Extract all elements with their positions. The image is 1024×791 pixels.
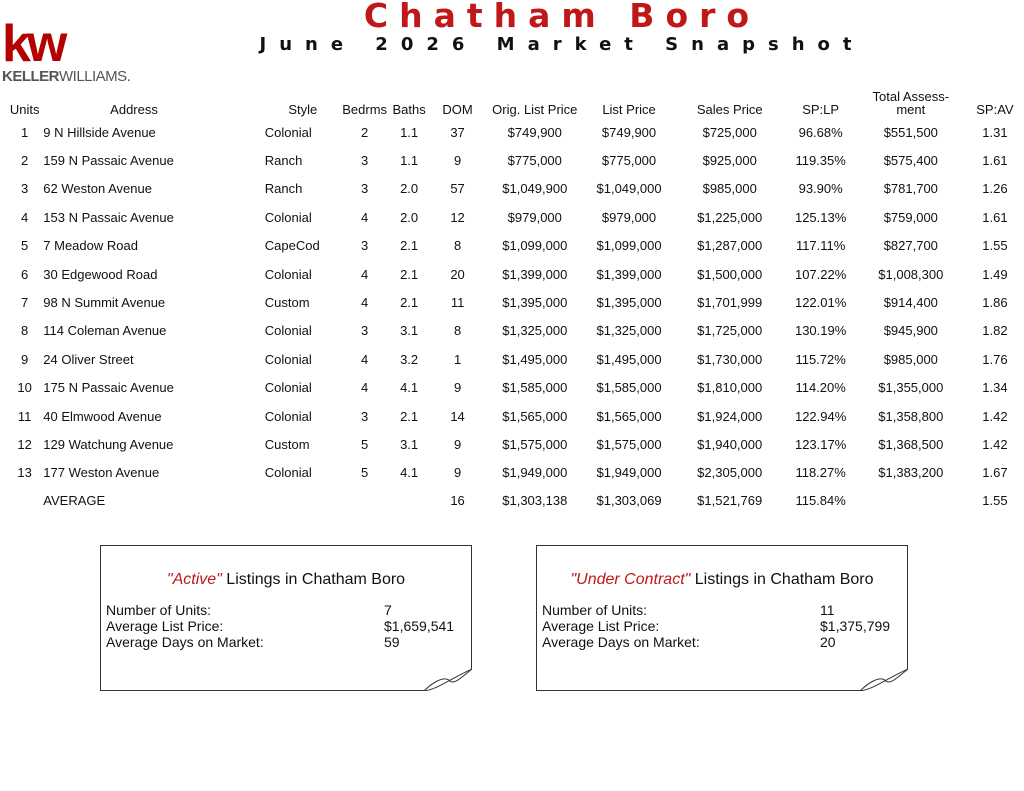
- total-assessment-cell: $759,000: [883, 209, 938, 225]
- under-contract-list-price-label: Average List Price:: [542, 618, 660, 634]
- dom-cell: 9: [453, 380, 462, 396]
- table-row: [6, 430, 1024, 458]
- address-cell: 62 Weston Avenue: [43, 181, 152, 197]
- col-header-sp-lp: SP:LP: [802, 102, 840, 117]
- average-baths-cell: [389, 487, 430, 513]
- total-assessment-cell: $914,400: [883, 295, 938, 311]
- sp-lp-cell: 115.72%: [795, 351, 846, 367]
- baths-cell: 2.1: [400, 295, 419, 311]
- total-assessment-cell: $1,358,800: [878, 408, 944, 424]
- sales-price-cell: $925,000: [702, 153, 757, 169]
- dom-cell: 57: [450, 181, 465, 197]
- list-price-cell: $979,000: [601, 209, 657, 225]
- units-cell: 1: [21, 124, 29, 140]
- address-cell: 98 N Summit Avenue: [43, 295, 166, 311]
- list-price-cell: $1,565,000: [596, 408, 662, 424]
- active-dom-value: 59: [384, 634, 400, 650]
- bedrms-cell: 4: [361, 209, 369, 225]
- dom-cell: 9: [453, 465, 462, 481]
- dom-cell: 8: [453, 323, 462, 339]
- sp-lp-cell: 122.01%: [794, 295, 847, 311]
- dom-cell: 8: [453, 238, 462, 254]
- style-cell: Custom: [264, 295, 310, 311]
- active-listings-card: [100, 545, 472, 691]
- total-assessment-cell: $575,400: [883, 153, 938, 169]
- units-cell: 7: [21, 295, 29, 311]
- average-sales-price: $1,521,769: [697, 492, 763, 508]
- style-cell: Colonial: [264, 323, 312, 339]
- average-row: [6, 487, 1024, 513]
- table-row: [6, 288, 1024, 316]
- baths-cell: 4.1: [400, 465, 419, 481]
- bedrms-cell: 3: [361, 323, 369, 339]
- units-cell: 4: [21, 209, 29, 225]
- orig-list-price-cell: $775,000: [507, 153, 562, 169]
- under-contract-listings-card: [536, 545, 908, 691]
- address-cell: 129 Watchung Avenue: [43, 436, 174, 452]
- table-row: [6, 459, 1024, 487]
- active-list-price-label: Average List Price:: [106, 618, 224, 634]
- bedrms-cell: 4: [361, 351, 369, 367]
- style-cell: Colonial: [264, 351, 312, 367]
- dom-cell: 20: [450, 266, 465, 282]
- active-list-price-row: [101, 619, 471, 635]
- col-header-address: Address: [110, 102, 158, 117]
- address-cell: 177 Weston Avenue: [43, 465, 160, 481]
- dom-cell: 9: [453, 436, 462, 452]
- dom-cell: 9: [453, 153, 462, 169]
- under-contract-list-price-row: [537, 619, 907, 635]
- average-units-cell: [6, 487, 43, 513]
- list-price-cell: $749,900: [601, 124, 657, 140]
- bedrms-cell: 4: [361, 266, 369, 282]
- address-cell: 114 Coleman Avenue: [43, 323, 167, 339]
- orig-list-price-cell: $1,049,900: [502, 181, 568, 197]
- list-price-cell: $775,000: [601, 153, 657, 169]
- baths-cell: 2.0: [400, 209, 419, 225]
- address-cell: 153 N Passaic Avenue: [43, 209, 174, 225]
- table-row: [6, 146, 1024, 174]
- under-contract-dom-row: [537, 635, 907, 651]
- bedrms-cell: 3: [361, 238, 369, 254]
- logo-text-bold: KELLER: [2, 68, 59, 85]
- list-price-cell: $1,949,000: [596, 465, 662, 481]
- table-row: [6, 260, 1024, 288]
- sp-av-cell: 1.82: [982, 323, 1008, 339]
- address-cell: 24 Oliver Street: [43, 351, 134, 367]
- logo-text-rest: WILLIAMS.: [59, 68, 131, 85]
- orig-list-price-cell: $979,000: [507, 209, 562, 225]
- sp-lp-cell: 119.35%: [795, 153, 846, 169]
- under-contract-title-rest: Listings in Chatham Boro: [690, 571, 874, 588]
- baths-cell: 3.1: [400, 436, 419, 452]
- sales-price-cell: $985,000: [702, 181, 757, 197]
- style-cell: Colonial: [264, 209, 312, 225]
- col-header-dom: DOM: [442, 102, 473, 117]
- sales-price-cell: $1,701,999: [697, 295, 763, 311]
- col-header-total-assessment-text: Total Assess-ment: [872, 89, 950, 117]
- list-price-cell: $1,585,000: [596, 380, 662, 396]
- page-curl-icon: [860, 669, 908, 691]
- dom-cell: 1: [453, 351, 462, 367]
- under-contract-title-highlight: "Under Contract": [570, 571, 691, 588]
- average-sp-av: 1.55: [982, 492, 1008, 508]
- under-contract-list-price-value: $1,375,799: [820, 618, 891, 634]
- orig-list-price-cell: $1,395,000: [502, 295, 568, 311]
- total-assessment-cell: $985,000: [883, 351, 938, 367]
- sales-price-cell: $1,725,000: [697, 323, 763, 339]
- list-price-cell: $1,395,000: [596, 295, 662, 311]
- active-units-row: [101, 603, 471, 619]
- bedrms-cell: 2: [361, 124, 369, 140]
- sp-lp-cell: 107.22%: [794, 266, 847, 282]
- units-cell: 8: [21, 323, 29, 339]
- kw-logo-mark: kw: [2, 15, 64, 73]
- sp-lp-cell: 125.13%: [794, 209, 847, 225]
- sales-price-cell: $1,225,000: [697, 209, 763, 225]
- bedrms-cell: 5: [361, 465, 369, 481]
- address-cell: 9 N Hillside Avenue: [43, 124, 156, 140]
- sp-av-cell: 1.86: [982, 295, 1008, 311]
- average-orig-list-price: $1,303,138: [502, 492, 568, 508]
- sp-av-cell: 1.76: [982, 351, 1008, 367]
- baths-cell: 3.1: [400, 323, 419, 339]
- units-cell: 9: [21, 351, 29, 367]
- sp-lp-cell: 117.11%: [795, 238, 846, 254]
- table-header-row: [6, 86, 1024, 118]
- table-row: [6, 402, 1024, 430]
- units-cell: 10: [17, 380, 32, 396]
- active-list-price-value: $1,659,541: [384, 618, 455, 634]
- table-row: [6, 118, 1024, 146]
- sp-av-cell: 1.61: [982, 153, 1008, 169]
- total-assessment-cell: $945,900: [883, 323, 938, 339]
- sales-price-cell: $1,810,000: [697, 380, 763, 396]
- orig-list-price-cell: $1,565,000: [502, 408, 568, 424]
- baths-cell: 2.0: [400, 181, 419, 197]
- units-cell: 5: [21, 238, 29, 254]
- address-cell: 175 N Passaic Avenue: [43, 380, 174, 396]
- sp-lp-cell: 96.68%: [798, 124, 843, 140]
- orig-list-price-cell: $749,900: [507, 124, 562, 140]
- style-cell: Custom: [264, 436, 310, 452]
- under-contract-card-title: [537, 571, 907, 589]
- under-contract-dom-value: 20: [820, 634, 836, 650]
- address-cell: 30 Edgewood Road: [43, 266, 158, 282]
- sp-av-cell: 1.42: [982, 408, 1008, 424]
- table-row: [6, 232, 1024, 260]
- active-units-label: Number of Units:: [106, 602, 212, 618]
- units-cell: 2: [21, 153, 29, 169]
- dom-cell: 12: [450, 209, 465, 225]
- style-cell: Colonial: [264, 465, 312, 481]
- average-label: AVERAGE: [43, 492, 106, 508]
- table-row: [6, 175, 1024, 203]
- address-cell: 40 Elmwood Avenue: [43, 408, 162, 424]
- baths-cell: 2.1: [400, 238, 419, 254]
- active-title-highlight: "Active": [166, 571, 222, 588]
- total-assessment-cell: $551,500: [883, 124, 938, 140]
- sp-av-cell: 1.61: [982, 209, 1008, 225]
- logo-wordmark: [2, 68, 152, 85]
- sp-av-cell: 1.55: [982, 238, 1008, 254]
- list-price-cell: $1,575,000: [596, 436, 662, 452]
- sales-price-cell: $725,000: [702, 124, 757, 140]
- bedrms-cell: 4: [361, 380, 369, 396]
- style-cell: Colonial: [264, 266, 312, 282]
- average-sp-lp: 115.84%: [795, 492, 846, 508]
- bedrms-cell: 5: [361, 436, 369, 452]
- sales-price-cell: $1,924,000: [697, 408, 763, 424]
- units-cell: 6: [21, 266, 29, 282]
- active-card-title: [101, 571, 471, 589]
- sales-price-cell: $1,287,000: [697, 238, 763, 254]
- average-assessment-cell: [856, 487, 966, 513]
- sales-price-cell: $2,305,000: [697, 465, 763, 481]
- page-subtitle: June 2026 Market Snapshot: [259, 34, 865, 55]
- under-contract-units-label: Number of Units:: [542, 602, 648, 618]
- sales-price-cell: $1,730,000: [697, 351, 763, 367]
- style-cell: Ranch: [264, 153, 303, 169]
- page-curl-icon: [424, 669, 472, 691]
- page-title: Chatham Boro: [363, 0, 761, 35]
- average-list-price: $1,303,069: [596, 492, 662, 508]
- sp-lp-cell: 130.19%: [794, 323, 847, 339]
- col-header-orig-list-price: Orig. List Price: [492, 102, 578, 117]
- bedrms-cell: 3: [361, 181, 369, 197]
- col-header-list-price: List Price: [602, 102, 656, 117]
- active-dom-label: Average Days on Market:: [106, 634, 264, 650]
- units-cell: 11: [17, 408, 32, 424]
- orig-list-price-cell: $1,585,000: [502, 380, 568, 396]
- under-contract-units-row: [537, 603, 907, 619]
- sp-lp-cell: 93.90%: [798, 181, 843, 197]
- average-style-cell: [265, 487, 341, 513]
- list-price-cell: $1,099,000: [596, 238, 662, 254]
- dom-cell: 14: [450, 408, 465, 424]
- active-units-value: 7: [384, 602, 392, 618]
- style-cell: Colonial: [264, 380, 312, 396]
- sp-lp-cell: 123.17%: [794, 436, 847, 452]
- style-cell: CapeCod: [264, 238, 320, 254]
- baths-cell: 1.1: [400, 124, 419, 140]
- sp-av-cell: 1.26: [982, 181, 1008, 197]
- under-contract-units-value: 11: [820, 602, 835, 618]
- sp-lp-cell: 118.27%: [795, 465, 846, 481]
- sales-price-cell: $1,940,000: [697, 436, 763, 452]
- total-assessment-cell: $781,700: [883, 181, 938, 197]
- sp-av-cell: 1.49: [982, 266, 1008, 282]
- col-header-bedrms: Bedrms: [342, 102, 388, 117]
- style-cell: Colonial: [264, 408, 312, 424]
- address-cell: 7 Meadow Road: [43, 238, 138, 254]
- average-bedrms-cell: [341, 487, 389, 513]
- table-row: [6, 374, 1024, 402]
- sp-lp-cell: 122.94%: [794, 408, 847, 424]
- col-header-sp-av: SP:AV: [976, 102, 1014, 117]
- col-header-total-assessment: [856, 86, 966, 118]
- baths-cell: 3.2: [400, 351, 419, 367]
- dom-cell: 11: [450, 295, 465, 311]
- orig-list-price-cell: $1,949,000: [502, 465, 568, 481]
- units-cell: 13: [17, 465, 32, 481]
- list-price-cell: $1,495,000: [596, 351, 662, 367]
- orig-list-price-cell: $1,099,000: [502, 238, 568, 254]
- bedrms-cell: 3: [361, 153, 369, 169]
- table-row: [6, 345, 1024, 373]
- orig-list-price-cell: $1,325,000: [502, 323, 568, 339]
- total-assessment-cell: $1,383,200: [878, 465, 944, 481]
- active-title-rest: Listings in Chatham Boro: [221, 571, 406, 588]
- total-assessment-cell: $1,008,300: [878, 266, 944, 282]
- total-assessment-cell: $827,700: [883, 238, 938, 254]
- col-header-style: Style: [288, 102, 318, 117]
- units-cell: 12: [17, 436, 32, 452]
- active-dom-row: [101, 635, 471, 651]
- sp-av-cell: 1.34: [982, 380, 1008, 396]
- table-row: [6, 203, 1024, 231]
- baths-cell: 2.1: [400, 266, 419, 282]
- baths-cell: 4.1: [400, 380, 419, 396]
- total-assessment-cell: $1,368,500: [878, 436, 944, 452]
- sp-av-cell: 1.42: [982, 436, 1008, 452]
- style-cell: Ranch: [264, 181, 303, 197]
- bedrms-cell: 3: [361, 408, 369, 424]
- baths-cell: 1.1: [400, 153, 419, 169]
- list-price-cell: $1,325,000: [596, 323, 662, 339]
- sales-table: [6, 86, 1024, 513]
- orig-list-price-cell: $1,399,000: [502, 266, 568, 282]
- style-cell: Colonial: [264, 124, 312, 140]
- average-dom: 16: [450, 492, 465, 508]
- col-header-sales-price: Sales Price: [696, 102, 763, 117]
- bedrms-cell: 4: [361, 295, 369, 311]
- list-price-cell: $1,049,000: [596, 181, 662, 197]
- sp-av-cell: 1.67: [982, 465, 1008, 481]
- address-cell: 159 N Passaic Avenue: [43, 153, 174, 169]
- orig-list-price-cell: $1,575,000: [502, 436, 568, 452]
- under-contract-dom-label: Average Days on Market:: [542, 634, 700, 650]
- units-cell: 3: [21, 181, 29, 197]
- sales-price-cell: $1,500,000: [697, 266, 763, 282]
- sp-av-cell: 1.31: [982, 124, 1008, 140]
- table-row: [6, 317, 1024, 345]
- baths-cell: 2.1: [400, 408, 419, 424]
- col-header-units: Units: [9, 102, 40, 117]
- sp-lp-cell: 114.20%: [795, 380, 846, 396]
- orig-list-price-cell: $1,495,000: [502, 351, 568, 367]
- total-assessment-cell: $1,355,000: [878, 380, 944, 396]
- dom-cell: 37: [450, 124, 465, 140]
- list-price-cell: $1,399,000: [596, 266, 662, 282]
- col-header-baths: Baths: [392, 102, 426, 117]
